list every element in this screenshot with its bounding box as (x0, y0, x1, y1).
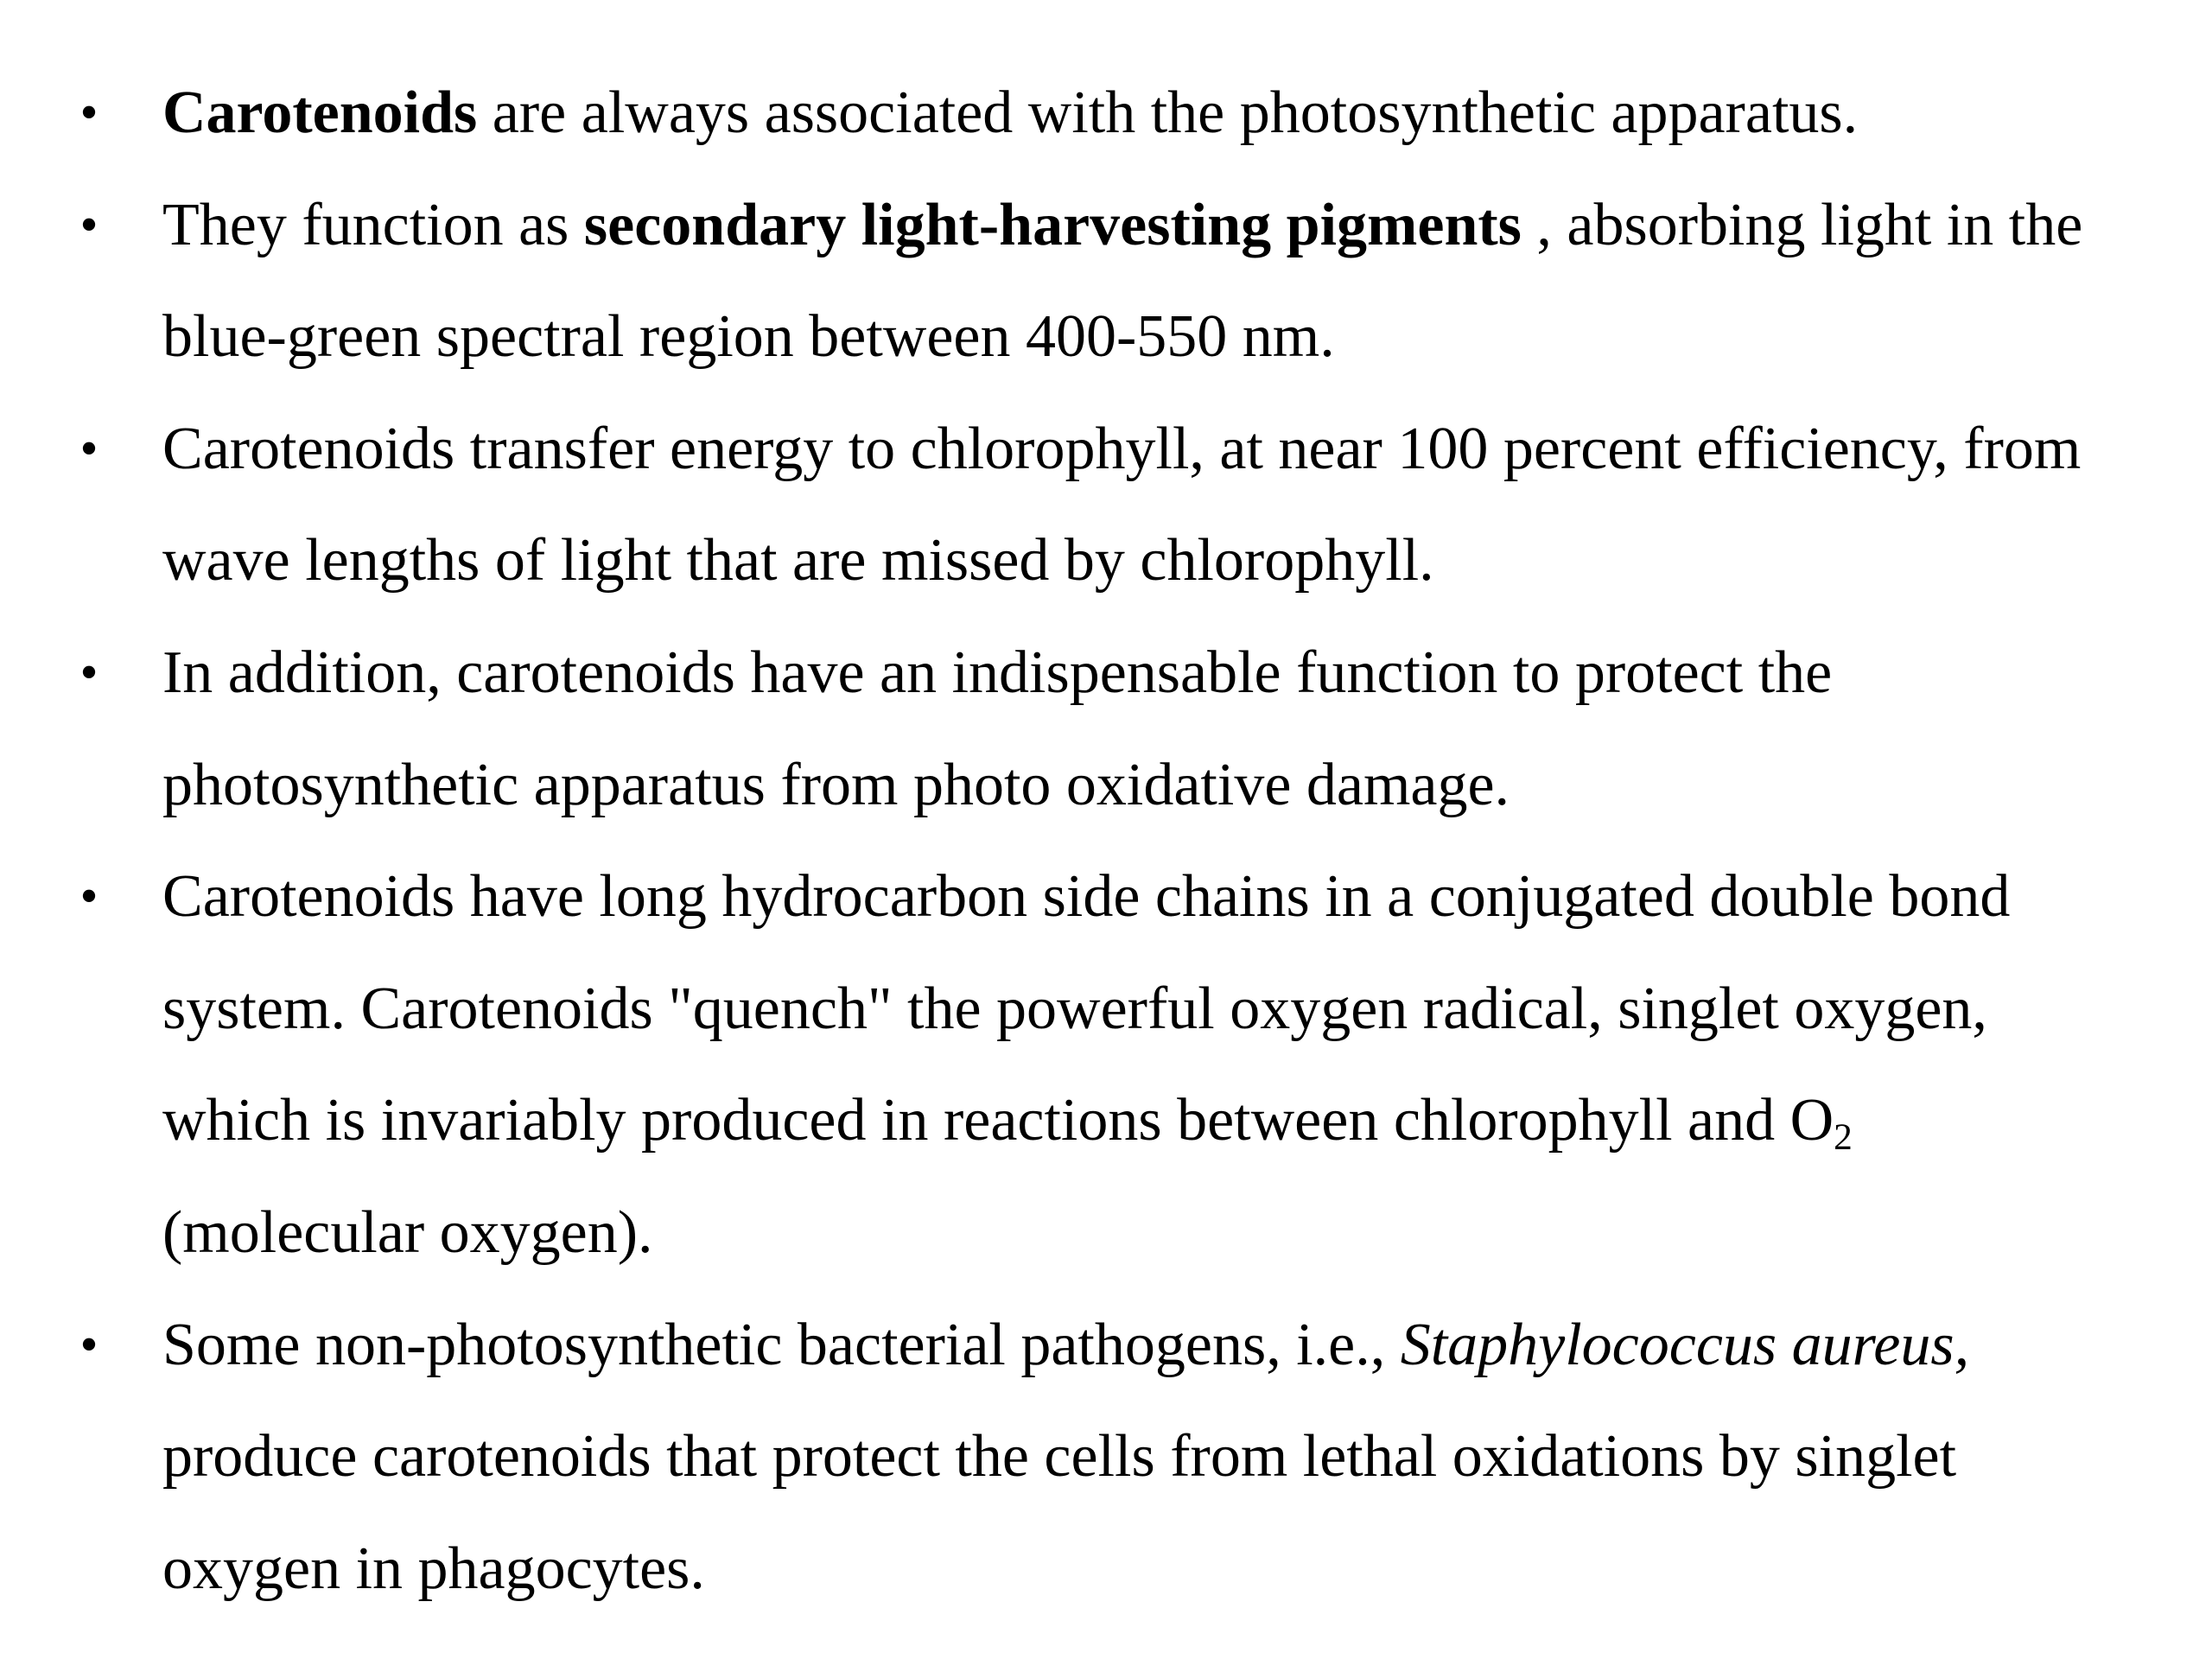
bullet-item-1 (0, 57, 2212, 169)
bullet-6-line-1 (162, 1289, 2177, 1402)
bullet-4-line-2: photosynthetic apparatus from photo oxidative damage. (162, 751, 1510, 818)
bullet-2-line-2: blue-green spectral region between 400-550 nm. (162, 303, 1335, 371)
bullet-2-post: , absorbing light in the (1521, 191, 2083, 258)
bullet-item-4 (0, 617, 2212, 841)
bullet-icon: • (79, 643, 99, 701)
bullet-1-text: are always associated with the photosynthetic apparatus. (477, 79, 1859, 146)
bullet-icon: • (79, 84, 99, 141)
bullet-icon: • (79, 868, 99, 925)
bullet-6-line-3: oxygen in phagocytes. (162, 1535, 705, 1602)
bullet-item-3 (0, 393, 2212, 617)
bullet-item-5 (0, 841, 2212, 1288)
bullet-5-line-3-text: which is invariably produced in reactions between chlorophyll and O (162, 1087, 1834, 1154)
bullet-icon: • (79, 1315, 99, 1373)
bullet-1-line-1 (162, 57, 2177, 169)
bullet-4-line-1: In addition, carotenoids have an indispensable function to protect the (162, 639, 1833, 706)
term-carotenoids: Carotenoids (162, 79, 478, 146)
bullet-5-line-1: Carotenoids have long hydrocarbon side chains in a conjugated double bond (162, 863, 2011, 931)
bullet-2-line-1 (162, 169, 2177, 282)
bullet-icon: • (79, 195, 99, 253)
bullet-5-line-3 (162, 1065, 2177, 1177)
bullet-5-line-4: (molecular oxygen). (162, 1198, 653, 1266)
bullet-3-line-1: Carotenoids transfer energy to chlorophyll, at near 100 percent efficiency, from (162, 415, 2082, 482)
bullet-item-2 (0, 169, 2212, 393)
bullet-6-pre: Some non-photosynthetic bacterial pathogens, i.e., (162, 1311, 1401, 1378)
term-secondary-pigments: secondary light-harvesting pigments (583, 191, 1522, 258)
species-name: Staphylococcus aureus, (1400, 1311, 1970, 1378)
bullet-list (0, 57, 2212, 1624)
subscript-2: 2 (1834, 1116, 1853, 1159)
bullet-icon: • (79, 419, 99, 477)
bullet-5-line-2: system. Carotenoids "quench" the powerful oxygen radical, singlet oxygen, (162, 975, 1987, 1042)
bullet-3-line-2: wave lengths of light that are missed by chlorophyll. (162, 527, 1434, 594)
bullet-2-pre: They function as (162, 191, 584, 258)
bullet-item-6 (0, 1289, 2212, 1625)
bullet-6-line-2: produce carotenoids that protect the cells from lethal oxidations by singlet (162, 1423, 1957, 1491)
